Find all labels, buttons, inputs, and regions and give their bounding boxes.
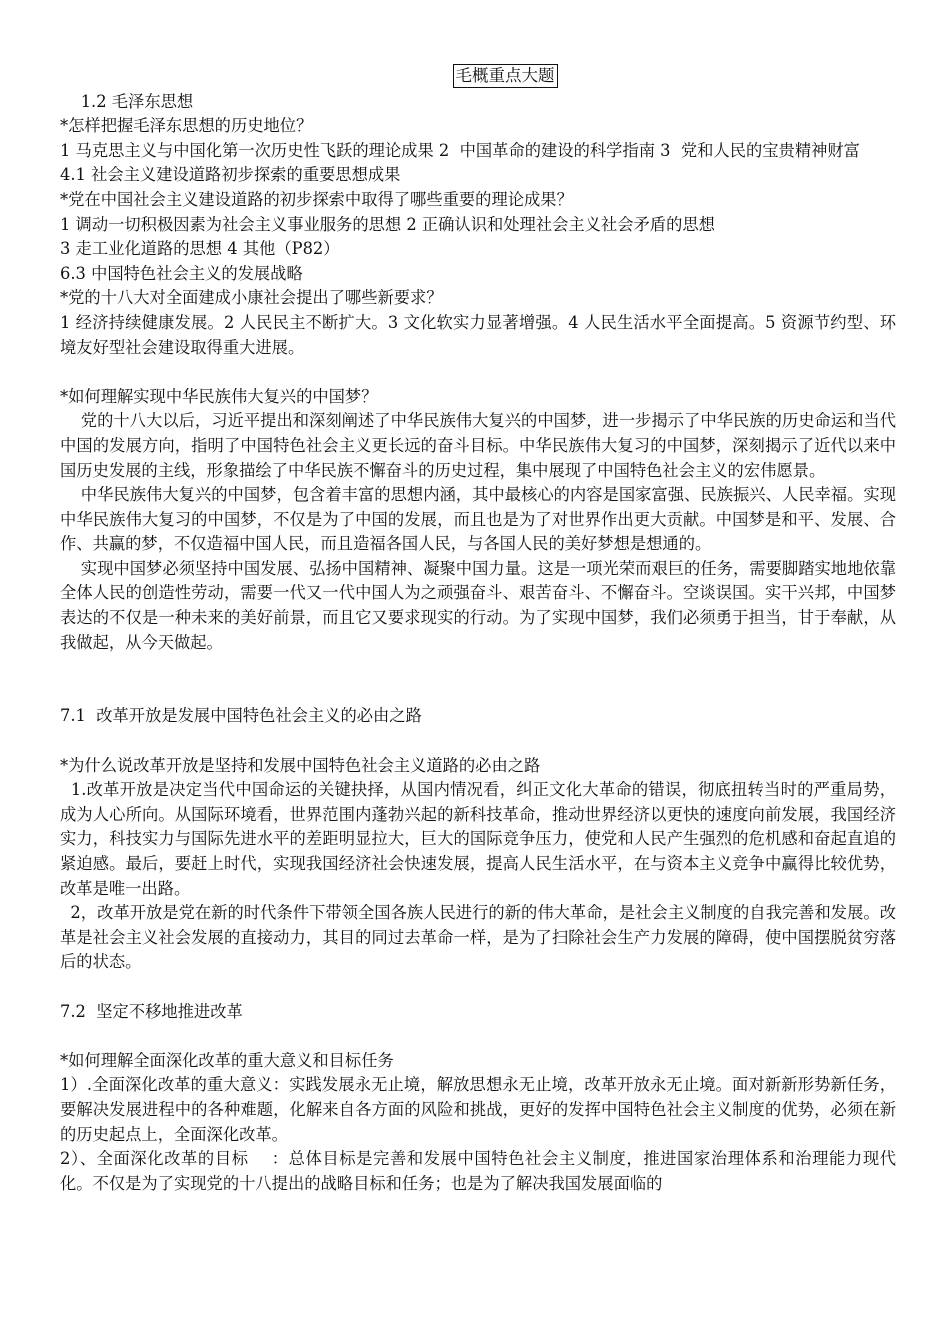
text-line: *如何理解实现中华民族伟大复兴的中国梦？ — [60, 386, 378, 406]
text-line: 7.1 改革开放是发展中国特色社会主义的必由之路 — [60, 706, 422, 726]
title-wrap — [60, 64, 896, 89]
text-line: 2，改革开放是党在新的时代条件下带领全国各族人民进行的新的伟大革命，是社会主义制度的自我完善和发展。改革是社会主义社会发展的直接动力，其目的同过去革命一样，是为了扫除社会生产力发展的障碍，使中国摆脱贫穷落后的状态。 — [60, 903, 896, 972]
blank-line — [60, 729, 896, 754]
blank-line — [60, 1024, 896, 1049]
blank-line — [60, 360, 896, 385]
blank-line — [60, 975, 896, 1000]
text-line: *为什么说改革开放是坚持和发展中国特色社会主义道路的必由之路 — [60, 755, 541, 775]
blank-line — [60, 680, 896, 705]
text-line: 6.3 中国特色社会主义的发展战略 — [60, 263, 303, 283]
text-line: 实现中国梦必须坚持中国发展、弘扬中国精神、凝聚中国力量。这是一项光荣而艰巨的任务，需要脚踏实地地依靠全体人民的创造性劳动，需要一代又一代中国人为之顽强奋斗、艰苦奋斗、不懈奋斗。空谈误国。实干兴邦，中国梦表达的不仅是一种未来的美好前景，而且它又要求现实的行动。为了实现中国梦，我们必须勇于担当，甘于奉献，从我做起，从今天做起。 — [60, 558, 896, 652]
text-line: 3 走工业化道路的思想 4 其他（P82） — [60, 239, 340, 259]
text-line: 1 经济持续健康发展。2 人民民主不断扩大。3 文化软实力显著增强。4 人民生活水平全面提高。5 资源节约型、环境友好型社会建设取得重大进展。 — [60, 312, 896, 357]
text-line: *党的十八大对全面建成小康社会提出了哪些新要求？ — [60, 288, 443, 308]
document-body — [60, 90, 896, 1197]
text-line: 1.改革开放是决定当代中国命运的关键抉择，从国内情况看，纠正文化大革命的错误，彻底扭转当时的严重局势，成为人心所向。从国际环境看，世界范围内蓬勃兴起的新科技革命，推动世界经济以更快的速度向前发展，我国经济实力，科技实力与国际先进水平的差距明显拉大，巨大的国际竞争压力，使党和人民产生强烈的危机感和奋起直追的紧迫感。最后，要赶上时代，实现我国经济社会快速发展，提高人民生活水平，在与资本主义竞争中赢得比较优势，改革是唯一出路。 — [60, 780, 896, 898]
blank-line — [60, 655, 896, 680]
text-line: 党的十八大以后，习近平提出和深刻阐述了中华民族伟大复兴的中国梦，进一步揭示了中华民族的历史命运和当代中国的发展方向，指明了中国特色社会主义更长远的奋斗目标。中华民族伟大复习的中国梦，深刻揭示了近代以来中国历史发展的主线，形象描绘了中华民族不懈奋斗的历史过程，集中展现了中国特色社会主义的宏伟愿景。 — [60, 411, 896, 480]
text-line: 2）、全面深化改革的目标 ：总体目标是完善和发展中国特色社会主义制度，推进国家治理体系和治理能力现代化。不仅是为了实现党的十八提出的战略目标和任务；也是为了解决我国发展面临的 — [60, 1149, 896, 1193]
document-title: 毛概重点大题 — [453, 64, 558, 88]
text-line: 1 马克思主义与中国化第一次历史性飞跃的理论成果 2 中国革命的建设的科学指南 3 党和人民的宝贵精神财富 — [60, 140, 860, 160]
text-line: 1）.全面深化改革的重大意义：实践发展永无止境，解放思想永无止境，改革开放永无止境。面对新新形势新任务，要解决发展进程中的各种难题，化解来自各方面的风险和挑战，更好的发挥中国特色社会主义制度的优势，必须在新的历史起点上，全面深化改革。 — [60, 1075, 896, 1144]
text-line: 1 调动一切积极因素为社会主义事业服务的思想 2 正确认识和处理社会主义社会矛盾的思想 — [60, 214, 715, 234]
text-line: 7.2 坚定不移地推进改革 — [60, 1001, 243, 1021]
text-line: *怎样把握毛泽东思想的历史地位？ — [60, 116, 313, 136]
text-line: 4.1 社会主义建设道路初步探索的重要思想成果 — [60, 165, 401, 185]
text-line: *党在中国社会主义建设道路的初步探索中取得了哪些重要的理论成果？ — [60, 189, 573, 209]
text-line: 中华民族伟大复兴的中国梦，包含着丰富的思想内涵，其中最核心的内容是国家富强、民族振兴、人民幸福。实现中华民族伟大复习的中国梦，不仅是为了中国的发展，而且也是为了对世界作出更大贡献。中国梦是和平、发展、合作、共赢的梦，不仅造福中国人民，而且造福各国人民，与各国人民的美好梦想是想通的。 — [60, 485, 896, 554]
text-line: *如何理解全面深化改革的重大意义和目标任务 — [60, 1050, 394, 1070]
document-page — [60, 64, 896, 1196]
text-line: 1.2 毛泽东思想 — [60, 91, 194, 111]
